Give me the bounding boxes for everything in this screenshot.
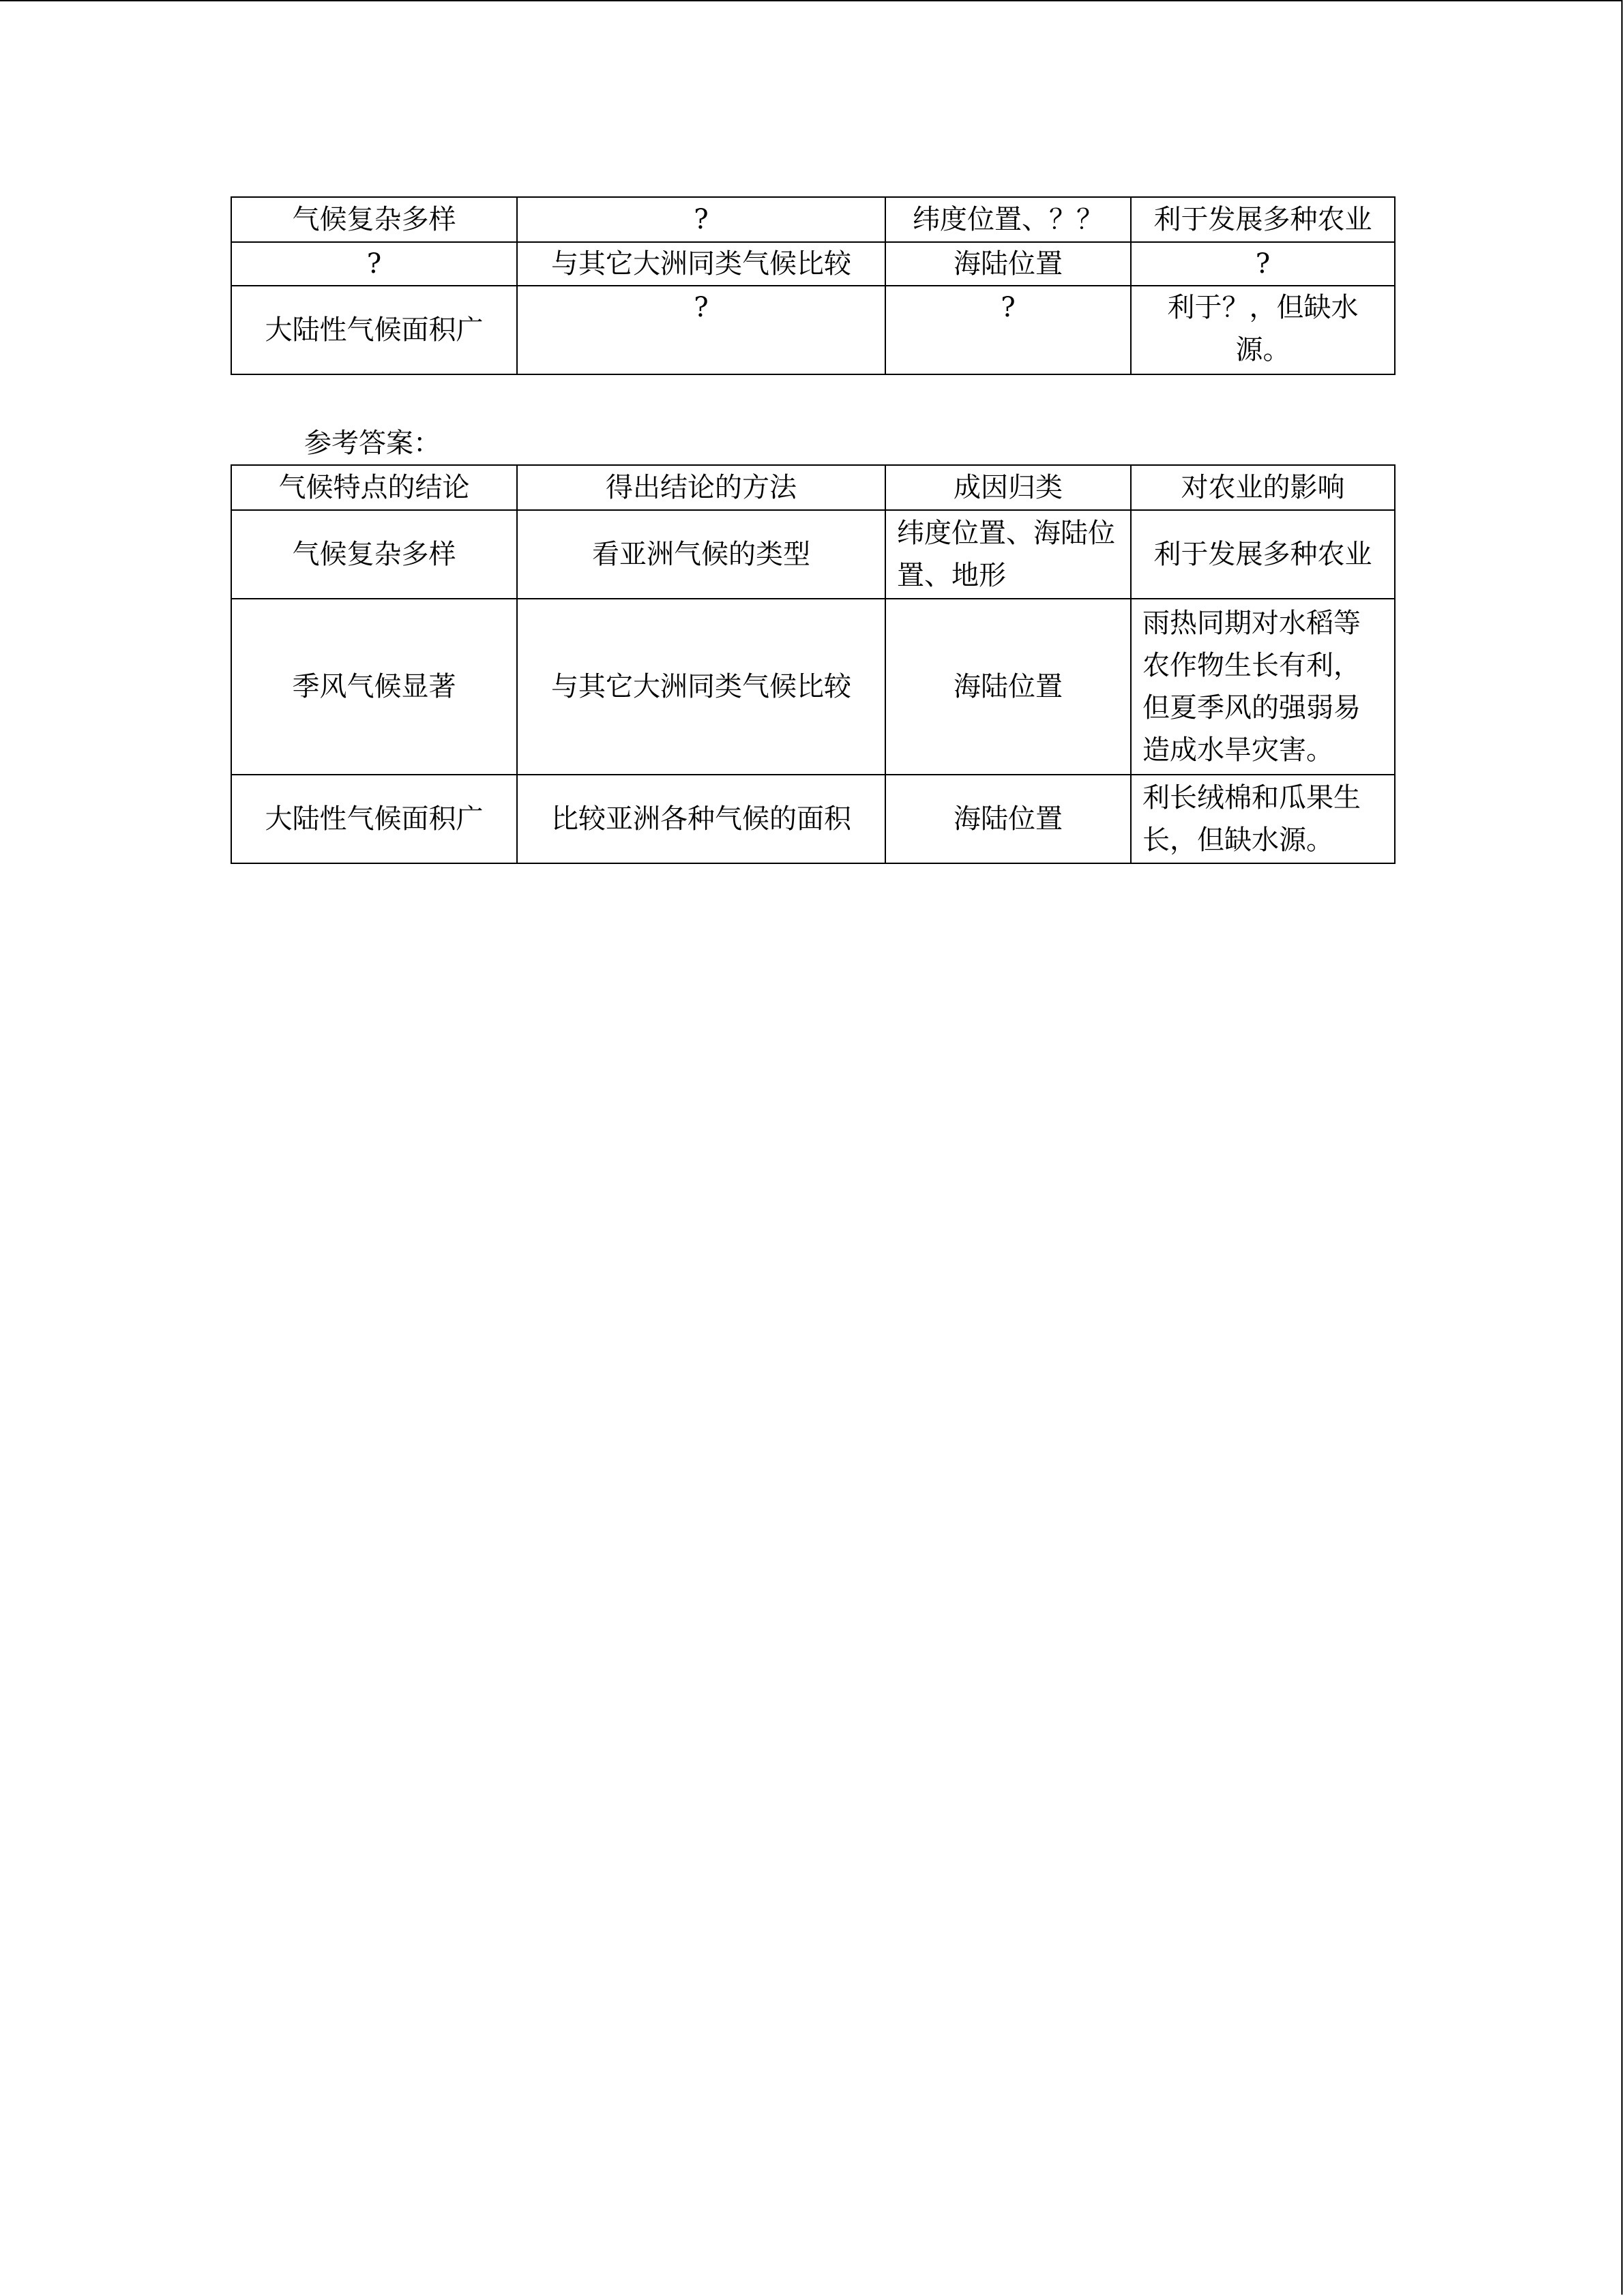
table-header-row <box>231 465 1395 510</box>
table-cell: ? <box>1131 242 1395 286</box>
table-cell: 利长绒棉和瓜果生长，但缺水源。 <box>1131 775 1395 863</box>
table-cell: 大陆性气候面积广 <box>231 286 517 374</box>
table-cell: 与其它大洲同类气候比较 <box>517 242 885 286</box>
table-cell: ? <box>517 197 885 242</box>
column-header: 气候特点的结论 <box>231 465 517 510</box>
question-table <box>231 196 1396 375</box>
table-cell: 与其它大洲同类气候比较 <box>517 599 885 775</box>
table-cell: 比较亚洲各种气候的面积 <box>517 775 885 863</box>
column-header: 得出结论的方法 <box>517 465 885 510</box>
table-cell: 雨热同期对水稻等农作物生长有利，但夏季风的强弱易造成水旱灾害。 <box>1131 599 1395 775</box>
table-cell: 利于？，但缺水源。 <box>1131 286 1395 374</box>
answer-table <box>231 464 1396 864</box>
table-cell: ? <box>517 286 885 374</box>
table-row <box>231 510 1395 599</box>
table-cell: 大陆性气候面积广 <box>231 775 517 863</box>
table-row <box>231 775 1395 863</box>
table-row <box>231 599 1395 775</box>
table-cell: 利于发展多种农业 <box>1131 510 1395 599</box>
table-cell: 海陆位置 <box>885 775 1131 863</box>
column-header: 成因归类 <box>885 465 1131 510</box>
table-cell: 海陆位置 <box>885 242 1131 286</box>
table-cell: 看亚洲气候的类型 <box>517 510 885 599</box>
table-cell: 纬度位置、海陆位置、地形 <box>885 510 1131 599</box>
table-cell: 利于发展多种农业 <box>1131 197 1395 242</box>
table-row <box>231 242 1395 286</box>
table-cell: 气候复杂多样 <box>231 510 517 599</box>
table-cell: 季风气候显著 <box>231 599 517 775</box>
table-cell: 海陆位置 <box>885 599 1131 775</box>
answer-caption: 参考答案： <box>304 428 441 459</box>
table-cell: ? <box>231 242 517 286</box>
table-cell: 气候复杂多样 <box>231 197 517 242</box>
table-cell: 纬度位置、？？ <box>885 197 1131 242</box>
table-cell: ? <box>885 286 1131 374</box>
table-row <box>231 197 1395 242</box>
column-header: 对农业的影响 <box>1131 465 1395 510</box>
table-row <box>231 286 1395 374</box>
